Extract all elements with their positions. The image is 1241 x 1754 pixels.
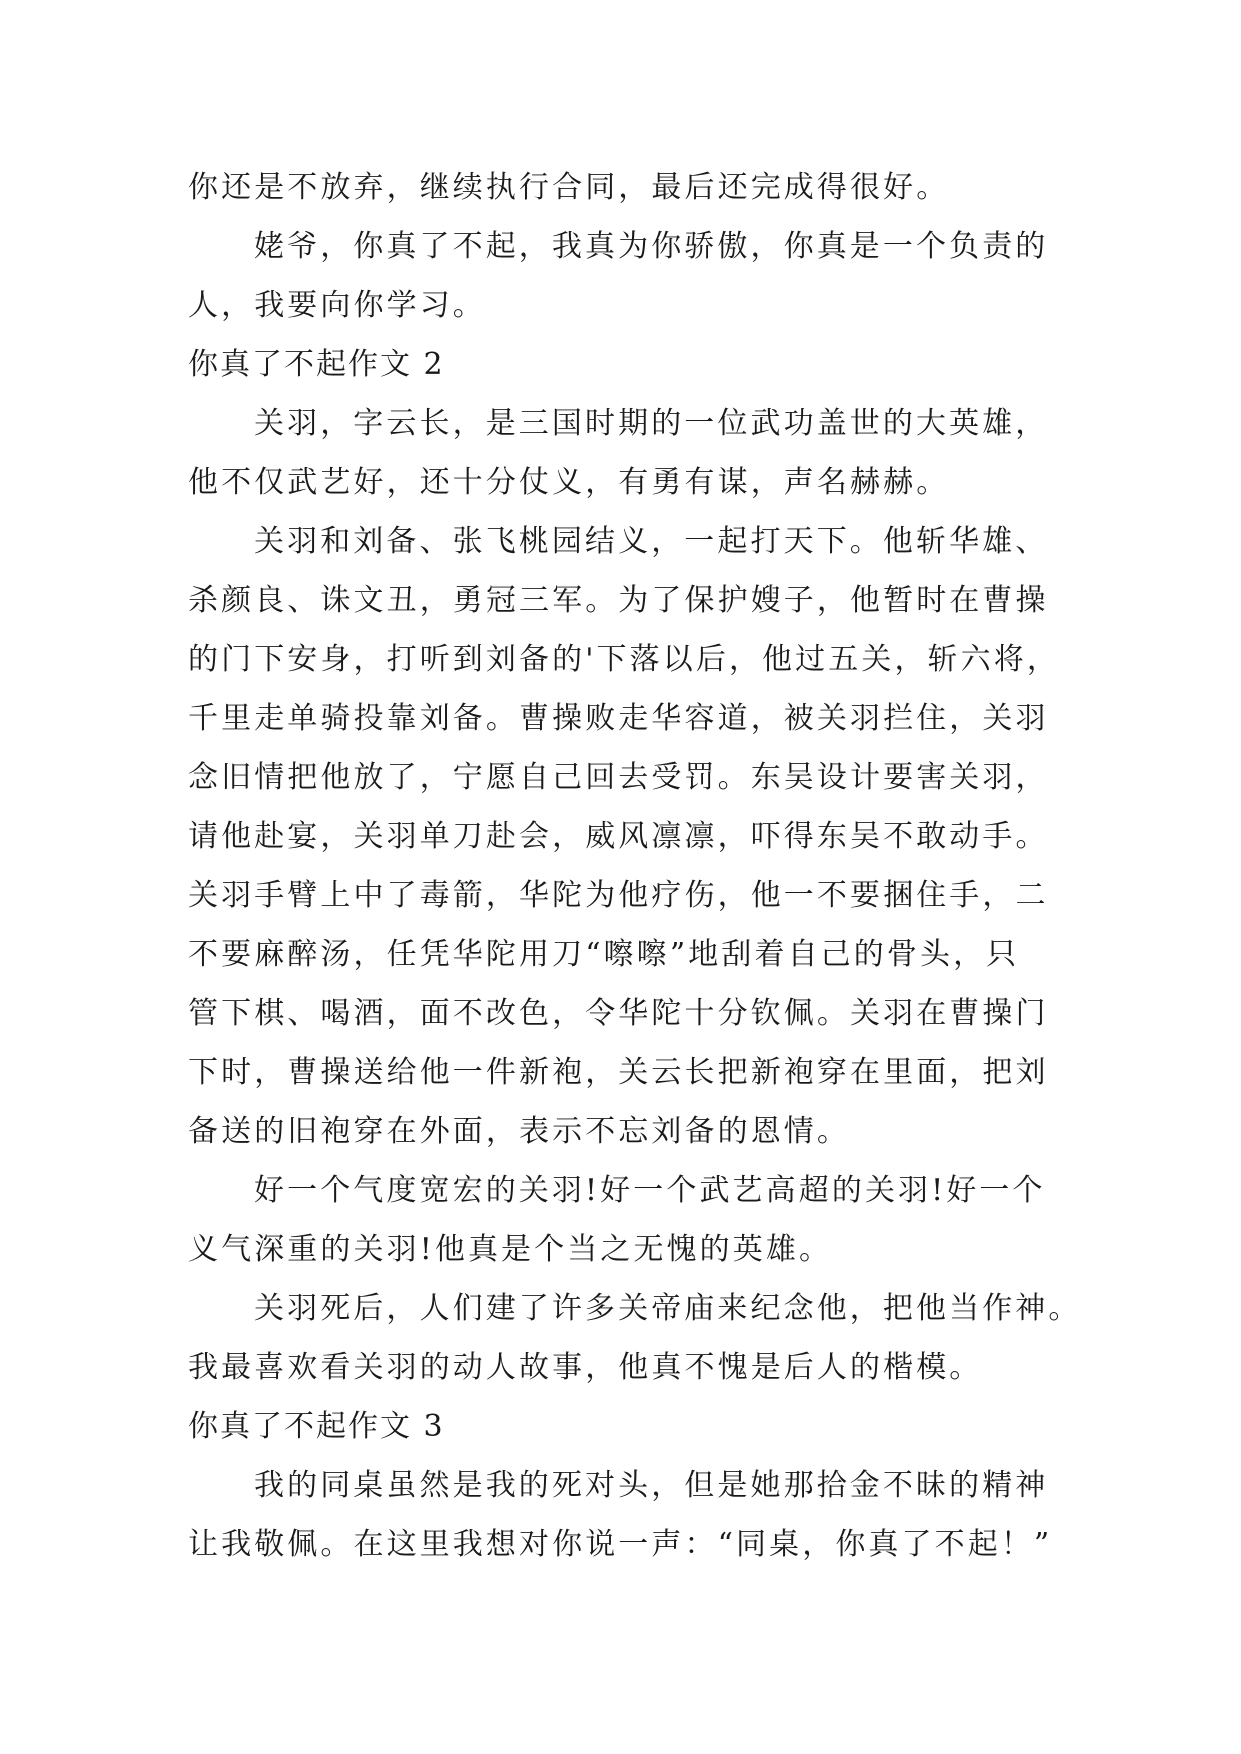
paragraph-line: 他不仅武艺好，还十分仗义，有勇有谋，声名赫赫。 xyxy=(188,465,950,500)
paragraph-line: 好一个气度宽宏的关羽!好一个武艺高超的关羽!好一个 xyxy=(254,1173,1046,1208)
paragraph-line: 念旧情把他放了，宁愿自己回去受罚。东吴设计要害关羽， xyxy=(188,760,1049,795)
section-heading: 你真了不起作文 3 xyxy=(188,1409,445,1444)
paragraph-line: 请他赴宴，关羽单刀赴会，威风凛凛，吓得东吴不敢动手。 xyxy=(188,819,1049,854)
paragraph-line: 姥爷，你真了不起，我真为你骄傲，你真是一个负责的 xyxy=(254,229,1049,264)
paragraph-line: 义气深重的关羽!他真是个当之无愧的英雄。 xyxy=(188,1232,833,1267)
document-body xyxy=(188,158,1082,1574)
paragraph-line: 杀颜良、诛文丑，勇冠三军。为了保护嫂子，他暂时在曹操 xyxy=(188,583,1049,618)
paragraph-line: 人，我要向你学习。 xyxy=(188,288,486,323)
paragraph-line: 我的同桌虽然是我的死对头，但是她那拾金不昧的精神 xyxy=(254,1468,1049,1503)
paragraph-line: 让我敬佩。在这里我想对你说一声：“同桌，你真了不起！” xyxy=(188,1527,1053,1562)
paragraph-line: 不要麻醉汤，任凭华陀用刀“嚓嚓”地刮着自己的骨头，只 xyxy=(188,937,1020,972)
paragraph-line: 你还是不放弃，继续执行合同，最后还完成得很好。 xyxy=(188,170,950,205)
paragraph-line: 的门下安身，打听到刘备的'下落以后，他过五关，斩六将， xyxy=(188,642,1060,677)
paragraph-line: 关羽手臂上中了毒箭，华陀为他疗伤，他一不要捆住手，二 xyxy=(188,878,1049,913)
paragraph-line: 备送的旧袍穿在外面，表示不忘刘备的恩情。 xyxy=(188,1114,850,1149)
section-heading: 你真了不起作文 2 xyxy=(188,347,445,382)
paragraph-line: 关羽，字云长，是三国时期的一位武功盖世的大英雄， xyxy=(254,406,1049,441)
paragraph-line: 管下棋、喝酒，面不改色，令华陀十分钦佩。关羽在曹操门 xyxy=(188,996,1049,1031)
paragraph-line: 关羽死后，人们建了许多关帝庙来纪念他，把他当作神。 xyxy=(254,1291,1082,1326)
paragraph-line: 千里走单骑投靠刘备。曹操败走华容道，被关羽拦住，关羽 xyxy=(188,701,1049,736)
paragraph-line: 下时，曹操送给他一件新袍，关云长把新袍穿在里面，把刘 xyxy=(188,1055,1049,1090)
paragraph-line: 关羽和刘备、张飞桃园结义，一起打天下。他斩华雄、 xyxy=(254,524,1049,559)
paragraph-line: 我最喜欢看关羽的动人故事，他真不愧是后人的楷模。 xyxy=(188,1350,983,1385)
